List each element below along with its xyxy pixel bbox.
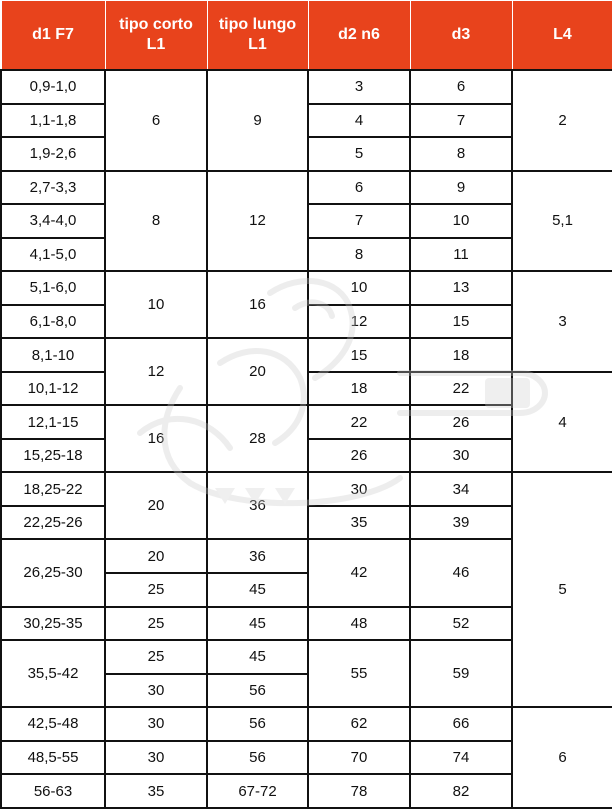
cell-l4: 6 xyxy=(512,707,612,808)
cell-d1: 1,9-2,6 xyxy=(1,137,105,171)
header-row xyxy=(1,1,612,71)
cell-d1: 6,1-8,0 xyxy=(1,305,105,339)
cell-d3: 34 xyxy=(410,472,512,506)
cell-short: 35 xyxy=(105,774,207,808)
cell-d2: 7 xyxy=(308,204,410,238)
cell-d3: 7 xyxy=(410,104,512,138)
cell-long: 20 xyxy=(207,338,308,405)
cell-d3: 52 xyxy=(410,607,512,641)
cell-short: 20 xyxy=(105,539,207,573)
table-row xyxy=(1,271,612,305)
cell-d2: 22 xyxy=(308,405,410,439)
cell-short: 16 xyxy=(105,405,207,472)
cell-d2: 18 xyxy=(308,372,410,406)
header-d3: d3 xyxy=(410,1,512,71)
cell-d2: 26 xyxy=(308,439,410,473)
cell-d3: 46 xyxy=(410,539,512,606)
cell-d1: 8,1-10 xyxy=(1,338,105,372)
cell-long: 45 xyxy=(207,573,308,607)
cell-d2: 12 xyxy=(308,305,410,339)
cell-d2: 3 xyxy=(308,70,410,104)
cell-long: 56 xyxy=(207,707,308,741)
cell-short: 25 xyxy=(105,573,207,607)
cell-long: 67-72 xyxy=(207,774,308,808)
cell-long: 16 xyxy=(207,271,308,338)
table-row xyxy=(1,70,612,104)
cell-long: 36 xyxy=(207,472,308,539)
cell-d3: 18 xyxy=(410,338,512,372)
cell-d2: 78 xyxy=(308,774,410,808)
cell-d1: 12,1-15 xyxy=(1,405,105,439)
cell-d3: 13 xyxy=(410,271,512,305)
cell-long: 56 xyxy=(207,674,308,708)
table-row xyxy=(1,707,612,741)
cell-long: 56 xyxy=(207,741,308,775)
cell-d2: 8 xyxy=(308,238,410,272)
cell-short: 20 xyxy=(105,472,207,539)
cell-d1: 48,5-55 xyxy=(1,741,105,775)
cell-d2: 30 xyxy=(308,472,410,506)
cell-d3: 15 xyxy=(410,305,512,339)
header-short-type: tipo corto L1 xyxy=(105,1,207,71)
cell-long: 12 xyxy=(207,171,308,272)
cell-d3: 9 xyxy=(410,171,512,205)
cell-d1: 30,25-35 xyxy=(1,607,105,641)
cell-d3: 59 xyxy=(410,640,512,707)
cell-d2: 15 xyxy=(308,338,410,372)
cell-l4: 4 xyxy=(512,372,612,473)
cell-d1: 18,25-22 xyxy=(1,472,105,506)
cell-short: 30 xyxy=(105,707,207,741)
cell-d3: 74 xyxy=(410,741,512,775)
cell-d3: 82 xyxy=(410,774,512,808)
cell-d2: 35 xyxy=(308,506,410,540)
cell-d2: 4 xyxy=(308,104,410,138)
cell-d3: 66 xyxy=(410,707,512,741)
cell-long: 36 xyxy=(207,539,308,573)
cell-short: 25 xyxy=(105,640,207,674)
cell-d1: 56-63 xyxy=(1,774,105,808)
cell-d3: 8 xyxy=(410,137,512,171)
cell-d2: 42 xyxy=(308,539,410,606)
cell-d1: 4,1-5,0 xyxy=(1,238,105,272)
cell-short: 8 xyxy=(105,171,207,272)
cell-d2: 55 xyxy=(308,640,410,707)
cell-d2: 6 xyxy=(308,171,410,205)
cell-short: 10 xyxy=(105,271,207,338)
cell-d2: 5 xyxy=(308,137,410,171)
cell-d1: 3,4-4,0 xyxy=(1,204,105,238)
cell-d2: 48 xyxy=(308,607,410,641)
cell-d2: 62 xyxy=(308,707,410,741)
cell-d3: 30 xyxy=(410,439,512,473)
cell-short: 25 xyxy=(105,607,207,641)
header-long-type: tipo lungo L1 xyxy=(207,1,308,71)
cell-short: 12 xyxy=(105,338,207,405)
table-row xyxy=(1,171,612,205)
cell-d3: 22 xyxy=(410,372,512,406)
cell-d1: 42,5-48 xyxy=(1,707,105,741)
cell-d2: 10 xyxy=(308,271,410,305)
cell-d1: 10,1-12 xyxy=(1,372,105,406)
cell-d1: 26,25-30 xyxy=(1,539,105,606)
header-d1: d1 F7 xyxy=(1,1,105,71)
cell-d3: 10 xyxy=(410,204,512,238)
cell-l4: 2 xyxy=(512,70,612,171)
cell-long: 9 xyxy=(207,70,308,171)
cell-l4: 5 xyxy=(512,472,612,707)
cell-d3: 6 xyxy=(410,70,512,104)
cell-d1: 1,1-1,8 xyxy=(1,104,105,138)
cell-short: 30 xyxy=(105,674,207,708)
cell-d1: 15,25-18 xyxy=(1,439,105,473)
cell-long: 45 xyxy=(207,607,308,641)
header-l4: L4 xyxy=(512,1,612,71)
cell-d1: 35,5-42 xyxy=(1,640,105,707)
cell-d3: 26 xyxy=(410,405,512,439)
cell-l4: 5,1 xyxy=(512,171,612,272)
cell-d1: 0,9-1,0 xyxy=(1,70,105,104)
cell-long: 28 xyxy=(207,405,308,472)
cell-d1: 22,25-26 xyxy=(1,506,105,540)
cell-short: 6 xyxy=(105,70,207,171)
header-d2: d2 n6 xyxy=(308,1,410,71)
cell-d3: 39 xyxy=(410,506,512,540)
cell-short: 30 xyxy=(105,741,207,775)
table-row xyxy=(1,472,612,506)
cell-d2: 70 xyxy=(308,741,410,775)
cell-d1: 2,7-3,3 xyxy=(1,171,105,205)
cell-d1: 5,1-6,0 xyxy=(1,271,105,305)
cell-d3: 11 xyxy=(410,238,512,272)
cell-long: 45 xyxy=(207,640,308,674)
cell-l4: 3 xyxy=(512,271,612,372)
